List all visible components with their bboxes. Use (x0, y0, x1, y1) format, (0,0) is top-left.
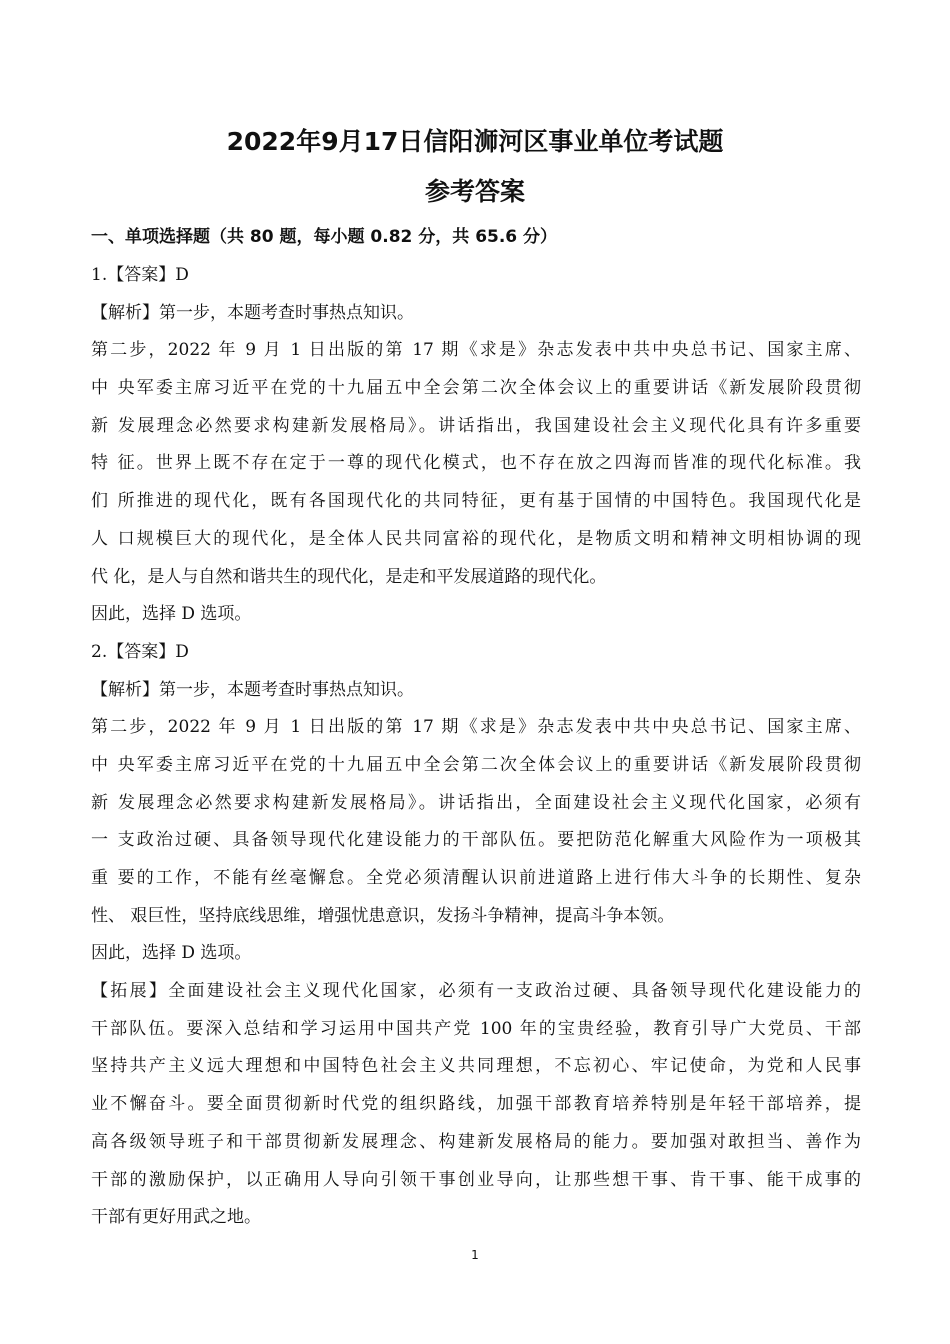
document-subtitle: 参考答案 (424, 177, 525, 206)
extension-line: 高各级领导班子和干部贯彻新发展理念、构建新发展格局的能力。要加强对敢担当、善作为 (91, 1131, 861, 1152)
paragraph-line: 一 支政治过硬、具备领导现代化建设能力的干部队伍。要把防范化解重大风险作为一项极其 (91, 830, 861, 851)
analysis-line: 【解析】第一步，本题考查时事热点知识。 (91, 302, 414, 323)
page-number: 1 (471, 1248, 479, 1262)
document-title: 2022年9月17日信阳浉河区事业单位考试题 (226, 127, 724, 156)
extension-line: 坚持共产主义远大理想和中国特色社会主义共同理想，不忘初心、牢记使命，为党和人民事 (91, 1056, 861, 1077)
extension-line: 干部队伍。要深入总结和学习运用中国共产党 100 年的宝贵经验，教育引导广大党员、干部 (91, 1018, 861, 1039)
answer-label-1: 1.【答案】D (91, 265, 189, 285)
paragraph-line: 代 化，是人与自然和谐共生的现代化，是走和平发展道路的现代化。 (91, 566, 607, 587)
answer-content (91, 257, 861, 1237)
section-heading: 一、单项选择题（共 80 题，每小题 0.82 分，共 65.6 分） (91, 227, 558, 247)
analysis-line: 【解析】第一步，本题考查时事热点知识。 (91, 679, 414, 700)
paragraph-line: 第二步，2022 年 9 月 1 日出版的第 17 期《求是》杂志发表中共中央总书记、国家主席、 (91, 717, 861, 738)
extension-line: 干部的激励保护，以正确用人导向引领干事创业导向，让那些想干事、肯干事、能干成事的 (91, 1169, 861, 1190)
paragraph-line: 新 发展理念必然要求构建新发展格局》。讲话指出，全面建设社会主义现代化国家，必须有 (91, 792, 861, 813)
paragraph-line: 人 口规模巨大的现代化，是全体人民共同富裕的现代化，是物质文明和精神文明相协调的现 (91, 528, 861, 549)
conclusion-line: 因此，选择 D 选项。 (91, 604, 252, 625)
paragraph-line: 中 央军委主席习近平在党的十九届五中全会第二次全体会议上的重要讲话《新发展阶段贯彻 (91, 378, 861, 399)
answer-label-2: 2.【答案】D (91, 641, 189, 662)
paragraph-line: 第二步，2022 年 9 月 1 日出版的第 17 期《求是》杂志发表中共中央总书记、国家主席、 (91, 340, 861, 361)
paragraph-line: 们 所推进的现代化，既有各国现代化的共同特征，更有基于国情的中国特色。我国现代化是 (91, 491, 861, 512)
paragraph-line: 中 央军委主席习近平在党的十九届五中全会第二次全体会议上的重要讲话《新发展阶段贯彻 (91, 754, 861, 775)
extension-line: 【拓展】全面建设社会主义现代化国家，必须有一支政治过硬、具备领导现代化建设能力的 (91, 981, 861, 1002)
extension-line: 干部有更好用武之地。 (91, 1207, 261, 1228)
paragraph-line: 特 征。世界上既不存在定于一尊的现代化模式，也不存在放之四海而皆准的现代化标准。我 (91, 453, 861, 474)
paragraph-line: 性、 艰巨性，坚持底线思维，增强忧患意识，发扬斗争精神，提高斗争本领。 (91, 905, 675, 926)
extension-line: 业不懈奋斗。要全面贯彻新时代党的组织路线，加强干部教育培养特别是年轻干部培养，提 (91, 1094, 861, 1115)
paragraph-line: 重 要的工作，不能有丝毫懈怠。全党必须清醒认识前进道路上进行伟大斗争的长期性、复杂 (91, 868, 861, 888)
paragraph-line: 新 发展理念必然要求构建新发展格局》。讲话指出，我国建设社会主义现代化具有许多重要 (91, 415, 861, 436)
conclusion-line: 因此，选择 D 选项。 (91, 943, 252, 964)
